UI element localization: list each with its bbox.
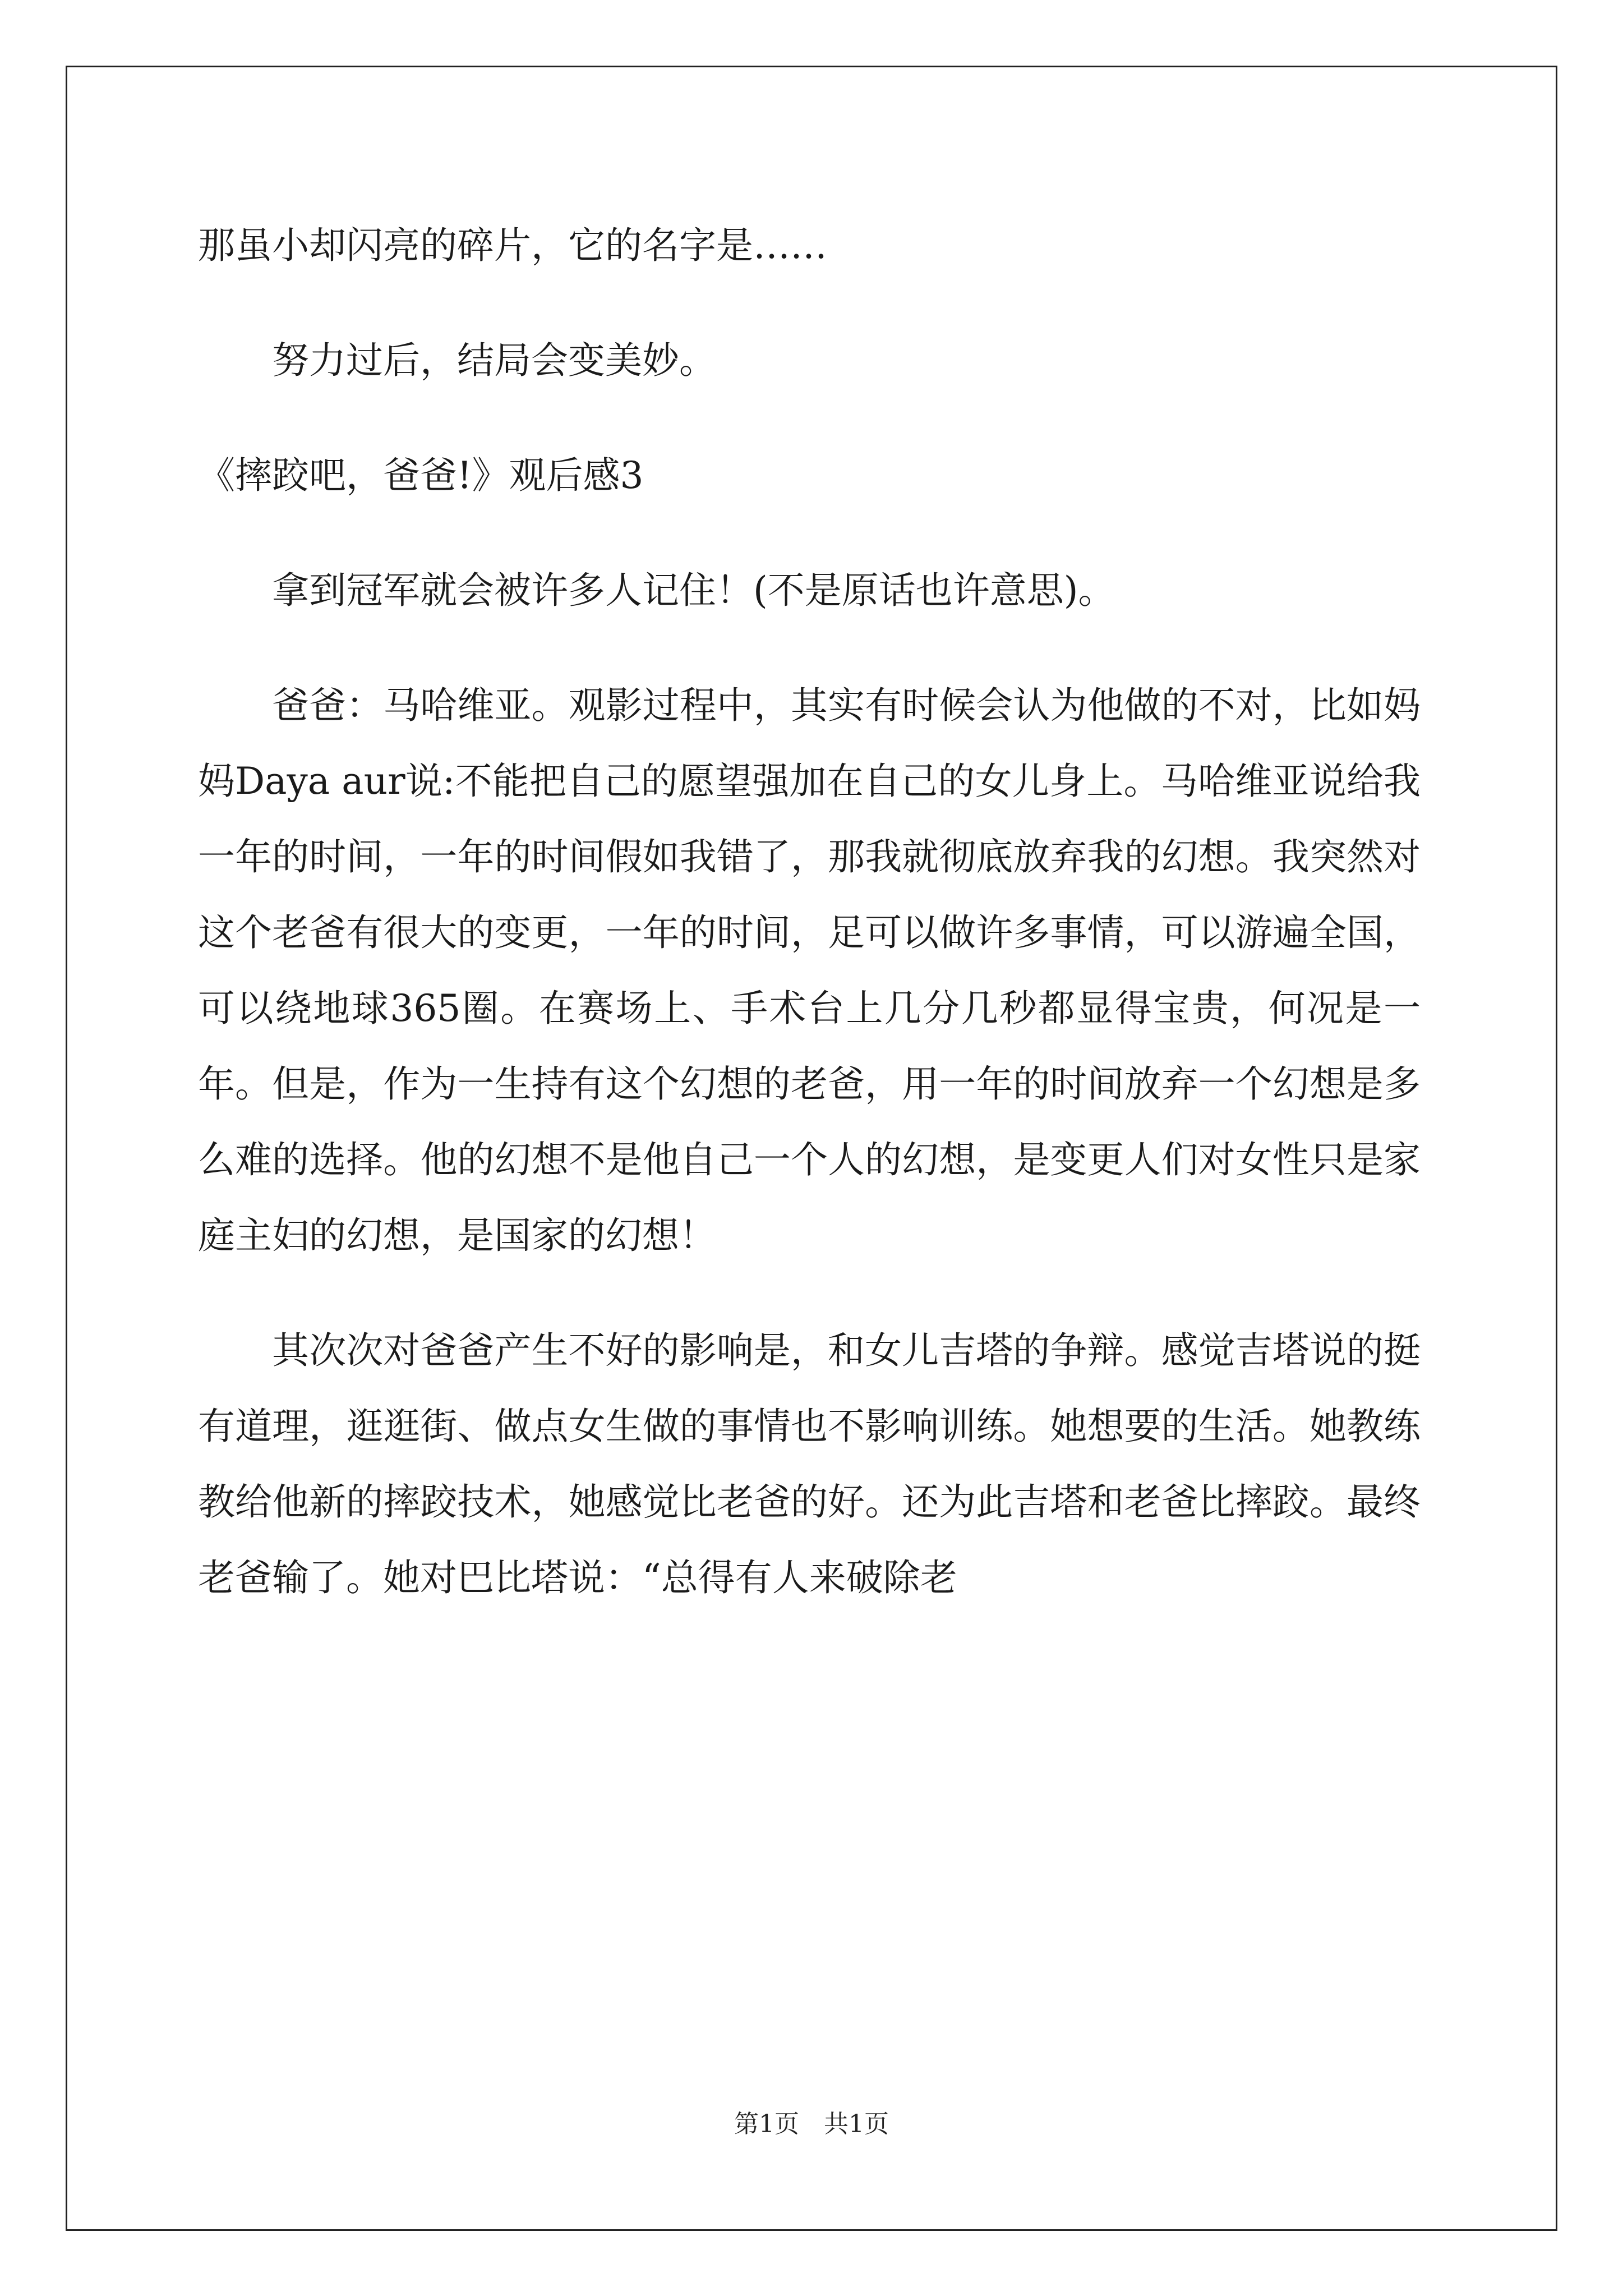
document-body — [198, 208, 1421, 1616]
fragment-line: 那虽小却闪亮的碎片，它的名字是…… — [198, 224, 827, 267]
paragraph: 拿到冠军就会被许多人记住！(不是原话也许意思)。 — [272, 569, 1115, 612]
paragraph: 其次次对爸爸产生不好的影响是，和女儿吉塔的争辩。感觉吉塔说的挺有道理，逛逛街、做点女生做的事情也不影响训练。她想要的生活。她教练教给他新的摔跤技术，她感觉比老爸的好。还为此吉塔和老爸比摔跤。最终老爸输了。她对巴比塔说：“总得有人来破除老 — [198, 1329, 1421, 1599]
closing-line: 努力过后，结局会变美妙。 — [272, 339, 716, 382]
paragraph: 爸爸：马哈维亚。观影过程中，其实有时候会认为他做的不对，比如妈妈Daya aur说:不能把自己的愿望强加在自己的女儿身上。马哈维亚说给我一年的时间，一年的时间假如我错了，那我就彻底放弃我的幻想。我突然对这个老爸有很大的变更，一年的时间，足可以做许多事情，可以游遍全国，可以绕地球365圈。在赛场上、手术台上几分几秒都显得宝贵，何况是一年。但是，作为一生持有这个幻想的老爸，用一年的时间放弃一个幻想是多么难的选择。他的幻想不是他自己一个人的幻想，是变更人们对女性只是家庭主妇的幻想，是国家的幻想！ — [198, 684, 1421, 1257]
page-number: 第1页 共1页 — [734, 2110, 889, 2138]
section-title: 《摔跤吧，爸爸!》观后感3 — [198, 454, 644, 497]
